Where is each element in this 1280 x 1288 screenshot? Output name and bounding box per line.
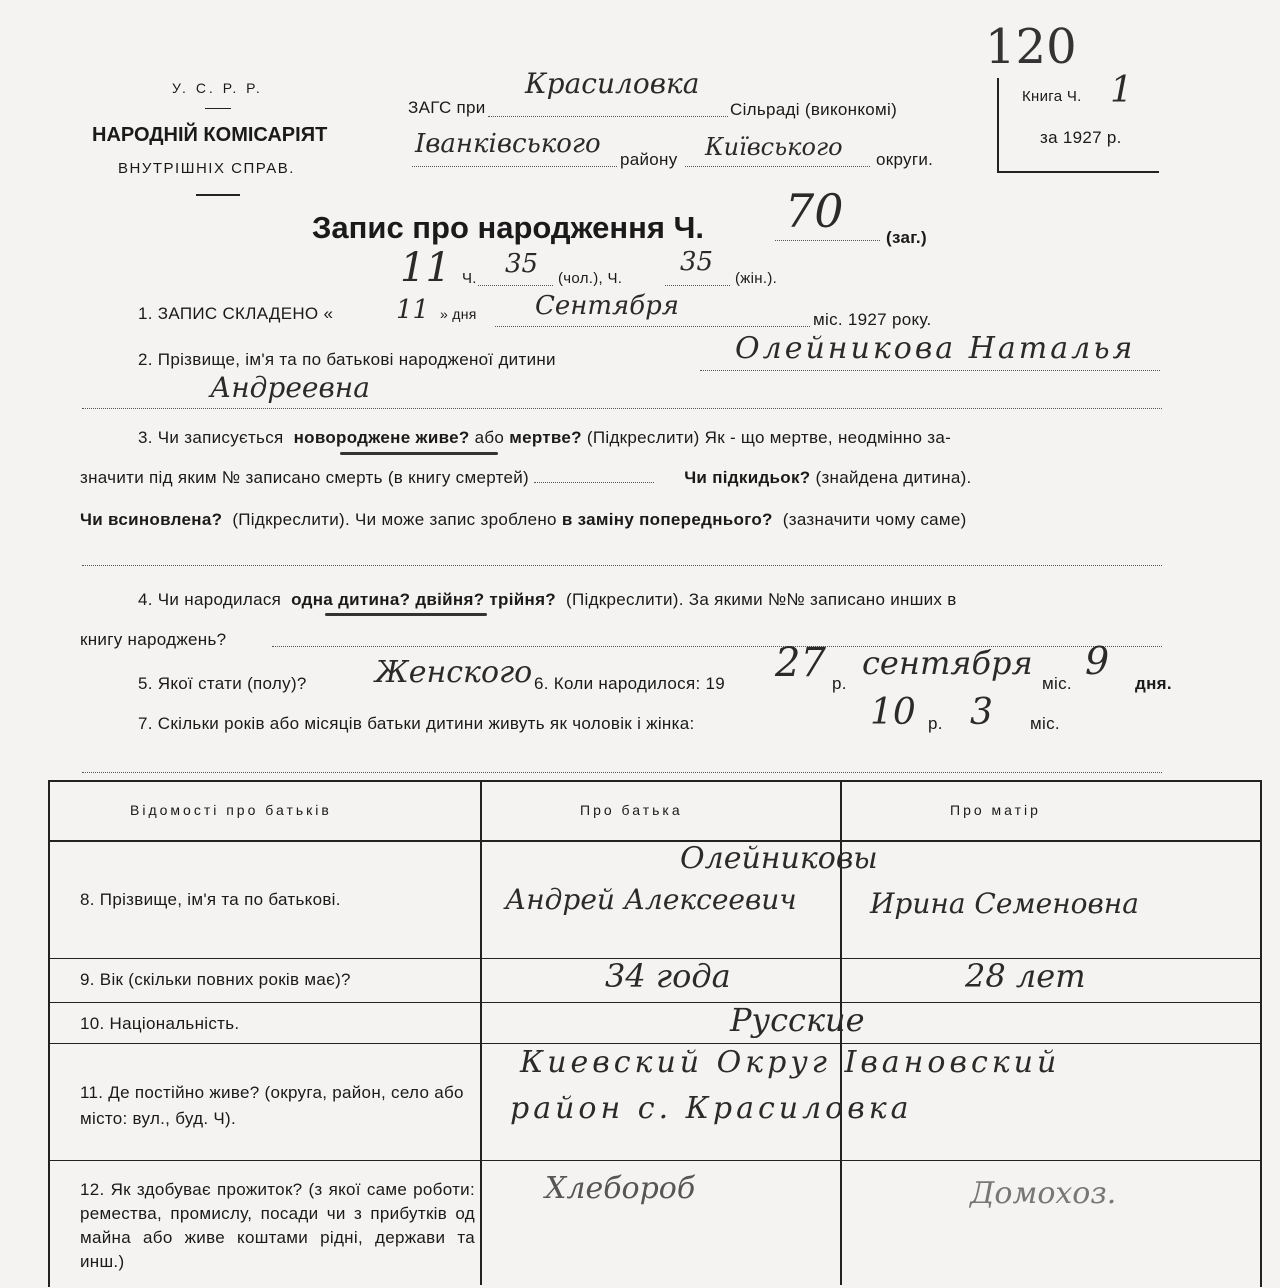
item3-line1: [138, 428, 951, 448]
entry-day-mark: 11: [400, 245, 451, 291]
zags-value: Красиловка: [525, 67, 700, 100]
item3-text: значити під яким № записано смерть (в книгу смертей): [80, 468, 530, 487]
item6-text: р.: [832, 674, 847, 693]
fill-line: [82, 408, 1162, 409]
residence-line1: Киевский Округ Івановский: [520, 1045, 1061, 1080]
item1-label: 1. ЗАПИС СКЛАДЕНО «: [138, 304, 334, 323]
item7-text: р.: [928, 714, 943, 733]
book-number: 1: [1110, 70, 1133, 111]
row-divider: [48, 1043, 1260, 1044]
record-title: Запис про народження Ч.: [312, 210, 704, 245]
header-parents-info: Відомості про батьків: [130, 802, 332, 818]
item1-mid: » дня: [440, 306, 477, 322]
council-label: Сільраді (виконкомі): [730, 100, 898, 119]
married-months: 3: [970, 692, 993, 733]
ministry-label: ВНУТРІШНІХ СПРАВ.: [118, 160, 295, 177]
column-divider: [480, 780, 482, 1285]
book-label: Книга Ч.: [1022, 88, 1082, 105]
female-number: 35: [680, 247, 714, 277]
fill-line: [775, 240, 880, 241]
item6-label: 6. Коли народилося: 19: [534, 674, 726, 693]
mother-occupation: Домохоз.: [970, 1176, 1117, 1211]
row-divider: [48, 840, 1260, 842]
fill-line: [412, 166, 617, 167]
female-label: (жін.).: [735, 270, 778, 287]
item1-end: міс. 1927 року.: [813, 310, 932, 329]
row9-label: 9. Вік (скільки повних років має)?: [80, 970, 351, 989]
residence-line2: район с. Красиловка: [510, 1091, 913, 1126]
item3-foundling: Чи підкидьок?: [684, 468, 811, 487]
sex-value: Женского: [375, 655, 533, 690]
item3-text: (Підкреслити) Як - що мертве, неодмінно за-: [586, 428, 952, 447]
item3-line3: [80, 510, 967, 530]
row-divider: [48, 1002, 1260, 1003]
district-label: району: [620, 150, 678, 169]
fill-line: [478, 285, 553, 286]
header-father: Про батька: [580, 802, 683, 818]
sub-prefix: Ч.: [462, 270, 477, 287]
male-label: (чол.), Ч.: [558, 270, 623, 287]
row11-label: 11. Де постійно живе? (округа, район, село або місто: вул., буд. Ч).: [80, 1083, 464, 1128]
mother-name: Ирина Семеновна: [870, 887, 1139, 920]
item3-text: (Підкреслити). Чи може запис зроблено: [232, 510, 557, 529]
row10-label: 10. Національність.: [80, 1014, 240, 1033]
fill-line: [82, 565, 1162, 566]
ussr-label: У. С. Р. Р.: [172, 80, 263, 96]
item4-text: 4. Чи народилася: [138, 590, 282, 609]
book-year: за 1927 р.: [1040, 128, 1122, 147]
item3-line2: [80, 468, 972, 488]
item4-line1: [138, 590, 957, 610]
item1-month: Сентября: [535, 291, 680, 321]
father-name: Андрей Алексеевич: [505, 883, 797, 916]
okrug-value: Київського: [705, 133, 843, 161]
item4-line2: книгу народжень?: [80, 630, 227, 649]
commissariat-title: НАРОДНІЙ КОМІСАРІЯТ: [92, 124, 328, 146]
item3-text: (зазначити чому саме): [782, 510, 967, 529]
child-name: Олейникова Наталья: [735, 331, 1136, 366]
item7-text: міс.: [1030, 714, 1060, 733]
divider: [196, 194, 240, 196]
record-suffix: (заг.): [886, 228, 927, 247]
item3-adopted: Чи всиновлена?: [80, 510, 223, 529]
item3-alive-option: новороджене живе?: [293, 428, 470, 447]
header-mother: Про матір: [950, 802, 1041, 818]
fill-line: [495, 326, 810, 327]
father-occupation: Хлебороб: [545, 1171, 696, 1206]
item3-dead-option: мертве?: [509, 428, 582, 447]
item4-text: (Підкреслити). За якими №№ записано инших в: [566, 590, 957, 609]
stamp-number: 120: [985, 19, 1077, 75]
item4-options: одна дитина? двійня? трійня?: [291, 590, 556, 609]
item1-day: 11: [396, 295, 430, 325]
nationality: Русские: [730, 1001, 865, 1039]
item5-label: 5. Якої стати (полу)?: [138, 674, 307, 693]
fill-line: [700, 370, 1160, 371]
row8-label: 8. Прізвище, ім'я та по батькові.: [80, 890, 341, 909]
item7-label: 7. Скільки років або місяців батьки дитини живуть як чоловік і жінка:: [138, 714, 695, 733]
handwritten-underline: [340, 452, 498, 455]
mother-age: 28 лет: [965, 957, 1086, 995]
birth-day: 9: [1085, 639, 1110, 683]
fill-line: [488, 116, 728, 117]
fill-line: [685, 166, 870, 167]
child-patronymic: Андреевна: [210, 371, 370, 404]
row-divider: [48, 1160, 1260, 1161]
item3-text: або: [474, 428, 505, 447]
okrug-label: округи.: [876, 150, 934, 169]
item3-replacement: в заміну попереднього?: [561, 510, 773, 529]
fill-line: [665, 285, 730, 286]
father-age: 34 года: [605, 957, 731, 995]
item3-text: (знайдена дитина).: [815, 468, 972, 487]
item6-text: дня.: [1135, 674, 1172, 693]
male-number: 35: [505, 249, 539, 279]
birth-year: 27: [775, 640, 826, 686]
row12-label: 12. Як здобуває прожиток? (з якої саме роботи: ремества, промислу, посади чи з прибутків од майна або живе коштами рідні, держави та инш.): [80, 1180, 475, 1271]
item6-text: міс.: [1042, 674, 1072, 693]
item2-label: 2. Прізвище, ім'я та по батькові народженої дитини: [138, 350, 556, 369]
item3-text: 3. Чи записується: [138, 428, 284, 447]
zags-label: ЗАГС при: [408, 98, 486, 117]
divider: [205, 108, 231, 109]
parents-surname: Олейниковы: [680, 841, 878, 876]
fill-line: [82, 772, 1162, 773]
birth-month: сентября: [862, 644, 1033, 682]
handwritten-underline: [325, 613, 487, 616]
district-value: Іванківського: [415, 129, 601, 159]
record-number: 70: [785, 184, 844, 238]
married-years: 10: [870, 692, 916, 733]
